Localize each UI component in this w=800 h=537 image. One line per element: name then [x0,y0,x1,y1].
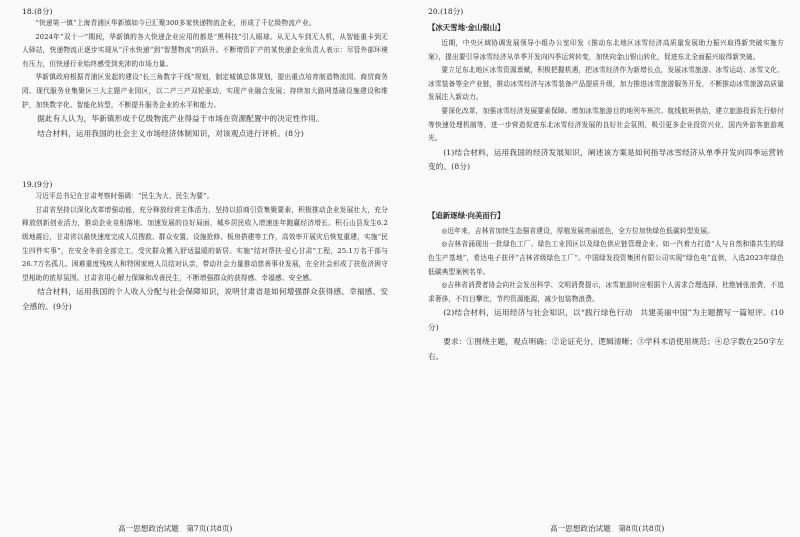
q18-paragraph-4: 据此有人认为，华新镇形成千亿级物流产业得益于市场在资源配置中的决定性作用。 [37,114,324,124]
page-footer-8: 高一思想政治试题 第8页(共8页) [550,524,665,533]
q20-paragraph-3: 要深化改革，加强冰雪经济发展要素保障。增加冰雪旅游目的地列车班次、航线航班供给，建立旅游投诉先行赔付等快速处理机制等，进一步营造促进东北冰雪经济发展的良好社会氛围，吸引更多企业投资兴业，国内外游客旅游观光。 [428,106,784,143]
q20-bullet-3: ◎吉林省消费者协会向社会发出科学、文明消费提示，冰雪旅游时应根据个人需求合理选择，杜绝铺张浪费，不追求奢侈，不盲目攀比，节约资源能源，减少包装物浪费。 [428,281,784,303]
q20-subquestion-2: (2)结合材料，运用经济与社会知识，以“践行绿色行动 共建美丽中国”为主题撰写一篇短评。(10分) [428,308,784,332]
q20-requirements: 要求：①围绕主题，观点明确；②论证充分，逻辑清晰；③学科术语使用规范；④总字数在250字左右。 [428,337,784,361]
right-exam-page [400,0,800,537]
q18-paragraph-1: “快递第一镇”上海青浦区华新镇如今已汇聚300多家快递物流企业，形成了千亿级物流产业。 [35,19,316,27]
question-19-heading: 19.(9分) [22,180,53,190]
question-18-heading: 18.(8分) [22,7,53,16]
q19-paragraph-2: 甘肃省坚持以深化改革增强动能，充分释放经营主体活力，坚持以招商引资集聚要素，积极推动企业发展壮大，充分释放创新创业活力，推动企业竞相落地、加速发展的良好局面，城乡居民收入增速连年跑赢经济增长。积石山县发生6.2级地震后，甘肃省以最快速度完成人员搜救、群众安置、设施抢修、板房搭建等工作，高效率开展灾后恢复重建，实施“民生四件实事”，在安全冬前全部完工，受灾群众搬入舒适温暖的新居。实施“结对帮扶·爱心甘肃”工程，25.1万名干部与26.7万名孤儿、困难重度残疾人和特困家庭人员结对认亲，带动社会力量推动慈善事业发展，在全社会形成了扶危济困守望相助的浓厚氛围。甘肃省用心解力保障和改善民生，不断增强群众的获得感、幸福感、安全感。 [22,205,388,282]
q19-paragraph-1: 习近平总书记在甘肃考察时强调：“民生为大、民生为要”。 [35,192,214,201]
q20-paragraph-2: 要立足东北地区冰雪资源禀赋，积极把握机遇，把冰雪经济作为新增长点，发展冰雪旅游、冰雪运动、冰雪文化、冰雪装备等全产业链，推动冰雪经济与冰雪装备产品提质升级，加力推进冰雪旅游服务开发，不断推动冰雪旅游高质量发展注入新动力。 [428,66,784,102]
q19-question-prompt: 结合材料，运用我国的个人收入分配与社会保障知识，说明甘肃省是如何增强群众获得感、幸福感、安全感的。(9分) [22,287,388,311]
q20-bullet-1: ◎近年来，吉林省加快生态强省建设，厚植发展亮丽底色，全方位加快绿色低碳转型发展。 [441,226,715,235]
question-20-heading: 20.(18分) [428,7,464,16]
q20-bullet-2: ◎吉林省涌现出一批绿色工厂、绿色工业园区以及绿色供应链管理企业。如一汽着力打造“人与自然和谐共生的绿色生产基地”，希达电子获评“吉林省级绿色工厂”。中国绿发投资集团有限公司实现“绿色电”直供，入选2023年绿色低碳典型案例名单。 [428,240,784,276]
q20-paragraph-1: 近期，中央区域协调发展领导小组办公室印发《推动东北地区冰雪经济高质量发展助力振兴取得新突破实施方案》，提出要引导冰雪经济从单季开发向四季运营转变，加快向金山银山转化，促进东北全面振兴取得新突破。 [428,39,784,61]
q20-subquestion-1: (1)结合材料，运用我国的经济发展知识，阐述该方案是如何指导冰雪经济从单季开发向四季运营转变的。(8分) [428,147,784,172]
section-title-ice-snow: 【冰天雪地·金山银山】 [428,23,505,32]
q18-paragraph-2: 2024年“双十一”期间，华新镇的各大快递企业应用的都是“黑科技”引人眼球。从无人车到无人机，从智能重卡到无人驿站，快递物流正逐步实现从“汗水快递”到“智慧物流”的跃升。不断增资扩产的某快递企业负责人表示：尽管外部环境有压力，但快递行业始终感受到充沛的市场力量。 [22,32,388,68]
q18-question-prompt: 结合材料，运用我国的社会主义市场经济体制知识，对该观点进行评析。(8分) [37,128,304,138]
q18-paragraph-3: 华新镇政府根据青浦区发起的建设“长三角数字干线”规划，制定城镇总体规划，提出重点培育制造物流园、商贸商务园、现代服务业集聚区三大主题产业园区，以二产三产双轮驱动，实现产业融合发展；持续加大路网基础设施建设和维护，加快数字化、智能化转型，不断提升服务企业的水平和能力。 [22,73,388,109]
section-title-green-beauty: 【追新逐绿·向美而行】 [428,210,505,220]
page-footer-7: 高一思想政治试题 第7页(共8页) [118,524,233,533]
